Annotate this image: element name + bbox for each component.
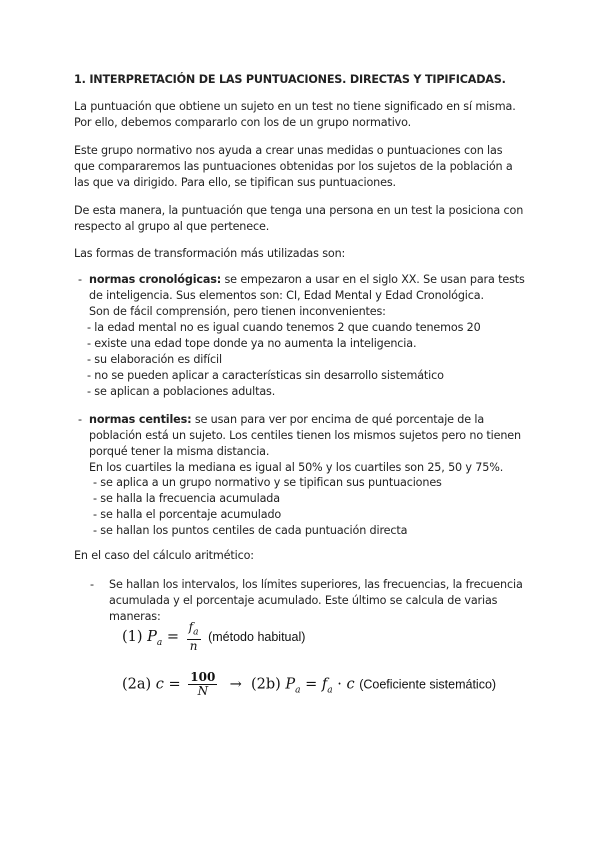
bullet-dash: - (78, 273, 82, 286)
fraction: $\frac{f_a}{n}$ (188, 620, 199, 654)
list-item: - se halla el porcentaje acumulado (93, 508, 282, 521)
calculo-line: Se hallan los intervalos, los límites superiores, las frecuencias, la frecuencia (109, 578, 523, 591)
centiles-line-4: En los cuartiles la mediana es igual al 50% y los cuartiles son 25, 50 y 75%. (89, 461, 504, 474)
list-item: - su elaboración es difícil (87, 353, 222, 366)
centiles-line-2: población está un sujeto. Los centiles tienen los mismos sujetos pero no tienen (89, 429, 521, 442)
cronologicas-line-2: de inteligencia. Sus elementos son: CI, Edad Mental y Edad Cronológica. (89, 289, 484, 302)
paragraph-2 (74, 143, 513, 191)
paragraph-line: que compararemos las puntuaciones obtenidas por los sujetos de la población a (74, 160, 513, 173)
centiles-line-3: porqué tener la misma distancia. (89, 445, 270, 458)
paragraph-1 (74, 99, 516, 131)
formula-label: (1) (122, 629, 143, 646)
paragraph-line: las que va dirigido. Para ello, se tipifican sus puntuaciones. (74, 176, 396, 189)
calculo-block (109, 577, 523, 625)
list-item: - se hallan los puntos centiles de cada puntuación directa (93, 524, 408, 537)
paragraph-3 (74, 203, 523, 235)
paragraph-line: La puntuación que obtiene un sujeto en un test no tiene significado en sí misma. (74, 100, 516, 113)
paragraph-line: Este grupo normativo nos ayuda a crear unas medidas o puntuaciones con las (74, 144, 503, 157)
calculo-line: maneras: (109, 610, 161, 623)
formula-note: (método habitual) (208, 630, 306, 645)
bullet-dash: - (78, 413, 82, 426)
centiles-line-1 (89, 412, 521, 428)
bullet-dash: - (90, 578, 94, 591)
centiles-block (89, 412, 521, 476)
arrow-icon: → (229, 676, 242, 693)
paragraph-line: De esta manera, la puntuación que tenga una persona en un test la posiciona con (74, 204, 524, 217)
formula-label: (2a) (122, 676, 152, 693)
formula-2: (2a) c = $\frac{100}{N}$ → (2b) $P_a = f_a \cdot c$ (Coeficiente sistemático) (122, 670, 497, 698)
list-item: - existe una edad tope donde ya no aumenta la inteligencia. (87, 337, 417, 350)
cronologicas-line-3: Son de fácil comprensión, pero tienen inconvenientes: (89, 305, 386, 318)
fraction: $\frac{100}{N}$ (190, 670, 216, 698)
formula-label: (2b) (250, 676, 281, 693)
paragraph-4: Las formas de transformación más utilizadas son: (74, 247, 346, 260)
centiles-term: normas centiles: (89, 413, 192, 426)
list-item: - se halla la frecuencia acumulada (93, 492, 280, 505)
formula-var: P (147, 629, 157, 646)
paragraph-line: Por ello, debemos compararlo con los de un grupo normativo. (74, 116, 412, 129)
list-item: - se aplican a poblaciones adultas. (87, 385, 276, 398)
paragraph-line: respecto al grupo al que pertenece. (74, 220, 270, 233)
cronologicas-block (89, 272, 525, 320)
cronologicas-text: se empezaron a usar en el siglo XX. Se usan para tests (221, 273, 525, 286)
cronologicas-list (87, 320, 481, 400)
formula-note: (Coeficiente sistemático) (359, 677, 497, 692)
list-item: - se aplica a un grupo normativo y se tipifican sus puntuaciones (93, 476, 442, 489)
section-heading: 1. INTERPRETACIÓN DE LAS PUNTUACIONES. DIRECTAS Y TIPIFICADAS. (74, 73, 506, 86)
cronologicas-line-1 (89, 272, 525, 288)
list-item: - la edad mental no es igual cuando tenemos 2 que cuando tenemos 20 (87, 321, 481, 334)
cronologicas-term: normas cronológicas: (89, 273, 222, 286)
calculo-line: acumulada y el porcentaje acumulado. Este último se calcula de varias (109, 594, 498, 607)
centiles-list (93, 475, 442, 539)
centiles-text: se usan para ver por encima de qué porcentaje de la (191, 413, 485, 426)
formula-1: (1) $P_a$ = $\frac{f_a}{n}$ (método habitual) (122, 620, 306, 654)
list-item: - no se pueden aplicar a características sin desarrollo sistemático (87, 369, 444, 382)
calculo-intro: En el caso del cálculo aritmético: (74, 549, 254, 562)
